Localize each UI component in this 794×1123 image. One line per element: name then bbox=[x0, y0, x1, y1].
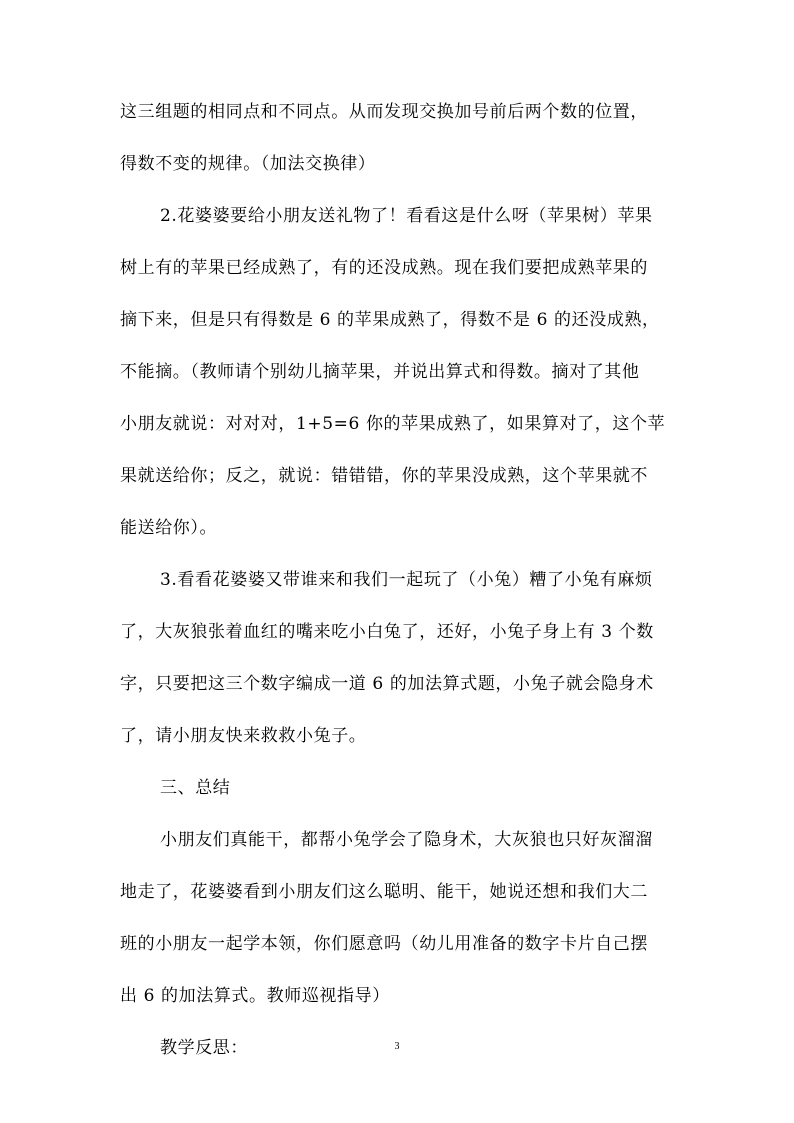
paragraph-summary bbox=[120, 814, 678, 1022]
text-line: 字，只要把这三个数字编成一道 6 的加法算式题，小兔子就会隐身术 bbox=[120, 674, 654, 694]
text-line: 这三组题的相同点和不同点。从而发现交换加号前后两个数的位置， bbox=[120, 102, 648, 122]
text-line: 了，请小朋友快来救救小兔子。 bbox=[120, 726, 367, 746]
text-line: 小朋友们真能干，都帮小兔学会了隐身术，大灰狼也只好灰溜溜 bbox=[160, 830, 653, 850]
text-line: 不能摘。（教师请个别幼儿摘苹果，并说出算式和得数。摘对了其他 bbox=[120, 362, 640, 382]
paragraph-activity-2 bbox=[120, 190, 678, 554]
text-line: 出 6 的加法算式。教师巡视指导） bbox=[120, 986, 390, 1006]
text-line: 了，大灰狼张着血红的嘴来吃小白兔了，还好，小兔子身上有 3 个数 bbox=[120, 622, 654, 642]
text-line: 教学反思： bbox=[160, 1038, 248, 1058]
page-number: 3 bbox=[394, 1041, 400, 1052]
text-line: 能送给你）。 bbox=[120, 518, 218, 538]
paragraph-activity-3 bbox=[120, 554, 678, 762]
text-line: 树上有的苹果已经成熟了，有的还没成熟。现在我们要把成熟苹果的 bbox=[120, 258, 648, 278]
section-heading-summary bbox=[120, 762, 678, 814]
text-line: 摘下来，但是只有得数是 6 的苹果成熟了，得数不是 6 的还没成熟， bbox=[120, 310, 660, 330]
text-line: 2.花婆婆要给小朋友送礼物了！看看这是什么呀（苹果树）苹果 bbox=[160, 206, 653, 226]
text-line: 果就送给你；反之，就说：错错错，你的苹果没成熟，这个苹果就不 bbox=[120, 466, 648, 486]
text-line: 3.看看花婆婆又带谁来和我们一起玩了（小兔）糟了小兔有麻烦 bbox=[160, 570, 653, 590]
page-body bbox=[120, 86, 678, 1074]
text-line: 三、总结 bbox=[160, 778, 231, 798]
text-line: 地走了，花婆婆看到小朋友们这么聪明、能干，她说还想和我们大二 bbox=[120, 882, 648, 902]
text-line: 得数不变的规律。（加法交换律） bbox=[120, 154, 376, 174]
paragraph-intro-continued bbox=[120, 86, 678, 190]
text-line: 班的小朋友一起学本领，你们愿意吗（幼儿用准备的数字卡片自己摆 bbox=[120, 934, 648, 954]
text-line: 小朋友就说：对对对，1+5=6 你的苹果成熟了，如果算对了，这个苹 bbox=[120, 414, 666, 434]
